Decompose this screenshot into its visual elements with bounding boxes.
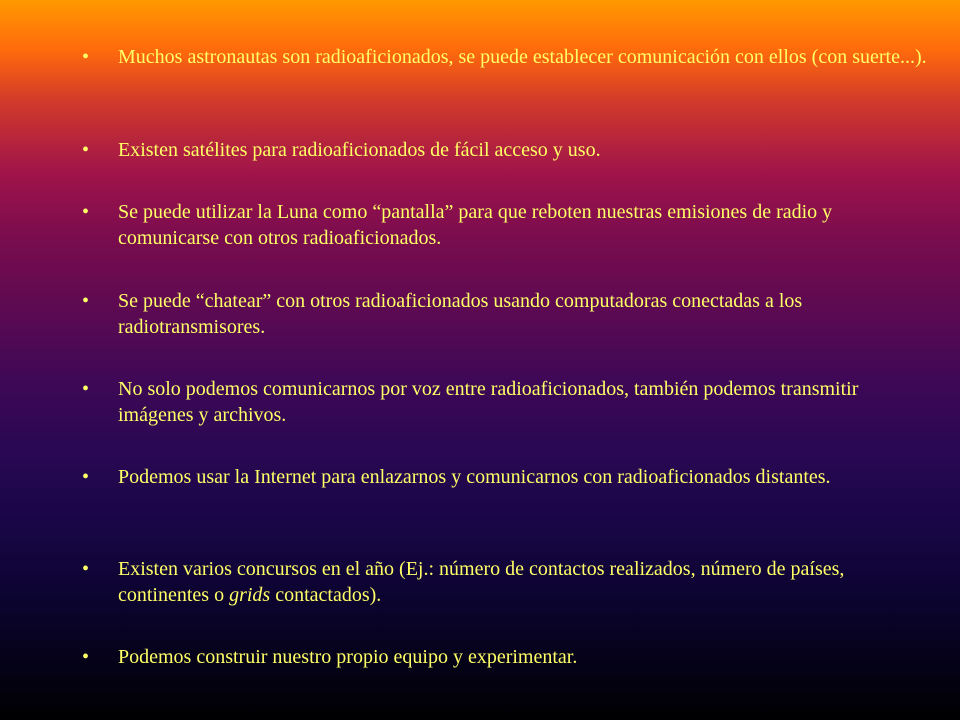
bullet-text: Existen satélites para radioaficionados de fácil acceso y uso. bbox=[118, 139, 601, 161]
bullet-icon: • bbox=[82, 466, 90, 488]
bullet-item-imagenes bbox=[78, 376, 928, 428]
bullet-text: Muchos astronautas son radioaficionados, se puede establecer comunicación con ellos (con suerte...). bbox=[118, 46, 927, 68]
bullet-text bbox=[118, 556, 928, 608]
bullet-icon: • bbox=[82, 378, 90, 400]
bullet-icon: • bbox=[82, 139, 90, 161]
bullet-icon: • bbox=[82, 290, 90, 312]
bullet-item-luna bbox=[78, 199, 928, 251]
bullet-text: Se puede “chatear” con otros radioaficionados usando computadoras conectadas a los radiotransmisores. bbox=[118, 290, 803, 338]
bullet-icon: • bbox=[82, 46, 90, 68]
bullet-icon: • bbox=[82, 201, 90, 223]
bullet-item-satelites bbox=[78, 137, 928, 163]
bullet-text: Podemos usar la Internet para enlazarnos y comunicarnos con radioaficionados distantes. bbox=[118, 466, 831, 488]
bullet-item-chatear bbox=[78, 288, 928, 340]
bullet-text: Podemos construir nuestro propio equipo y experimentar. bbox=[118, 646, 578, 668]
bullet-text: No solo podemos comunicarnos por voz entre radioaficionados, también podemos transmitir imágenes y archivos. bbox=[118, 378, 859, 426]
bullet-text-after: contactados). bbox=[270, 584, 382, 606]
bullet-item-astronautas bbox=[78, 44, 928, 70]
bullet-text-before: Existen varios concursos en el año (Ej.: número de contactos realizados, número de países, continentes o bbox=[118, 558, 845, 606]
bullet-item-construir bbox=[78, 644, 928, 670]
bullet-item-concursos bbox=[78, 556, 928, 608]
bullet-text: Se puede utilizar la Luna como “pantalla” para que reboten nuestras emisiones de radio y comunicarse con otros radioaficionados. bbox=[118, 201, 833, 249]
bullet-item-internet bbox=[78, 464, 928, 490]
bullet-icon: • bbox=[82, 558, 90, 580]
bullet-icon: • bbox=[82, 646, 90, 668]
bullet-text-italic: grids bbox=[229, 584, 271, 606]
